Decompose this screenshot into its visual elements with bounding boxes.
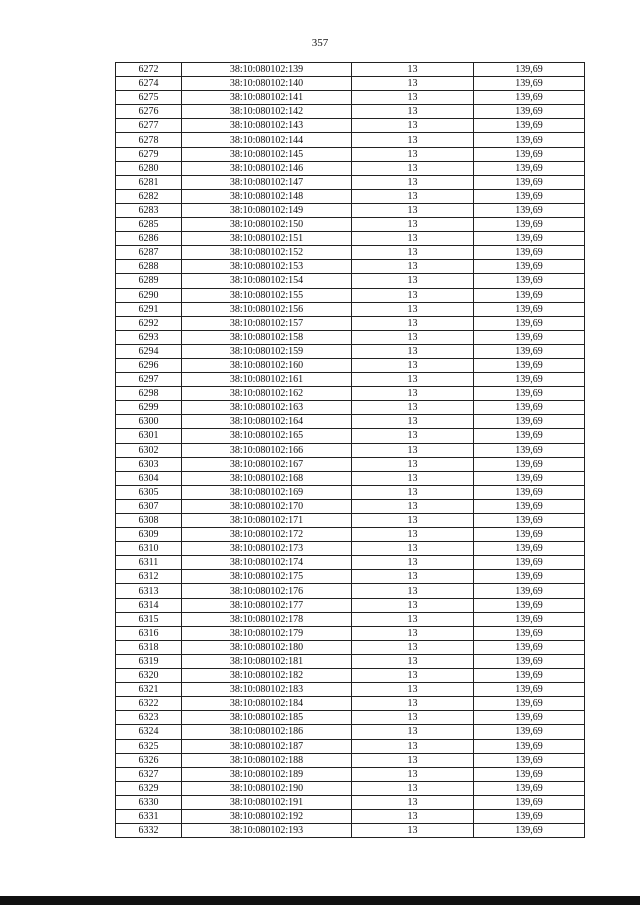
row-number-cell: 6291 (116, 302, 182, 316)
row-number-cell: 6323 (116, 711, 182, 725)
table-row (116, 824, 585, 838)
quantity-cell: 13 (352, 401, 474, 415)
table-row (116, 626, 585, 640)
quantity-cell: 13 (352, 218, 474, 232)
value-cell: 139,69 (474, 809, 585, 823)
cadastral-number-cell: 38:10:080102:167 (182, 457, 352, 471)
row-number-cell: 6282 (116, 189, 182, 203)
quantity-cell: 13 (352, 330, 474, 344)
cadastral-number-cell: 38:10:080102:175 (182, 570, 352, 584)
table-row (116, 598, 585, 612)
quantity-cell: 13 (352, 556, 474, 570)
row-number-cell: 6311 (116, 556, 182, 570)
value-cell: 139,69 (474, 387, 585, 401)
quantity-cell: 13 (352, 795, 474, 809)
cadastral-number-cell: 38:10:080102:153 (182, 260, 352, 274)
quantity-cell: 13 (352, 358, 474, 372)
table-row (116, 753, 585, 767)
row-number-cell: 6290 (116, 288, 182, 302)
table-row (116, 556, 585, 570)
quantity-cell: 13 (352, 781, 474, 795)
quantity-cell: 13 (352, 570, 474, 584)
cadastral-number-cell: 38:10:080102:162 (182, 387, 352, 401)
quantity-cell: 13 (352, 767, 474, 781)
table-row (116, 542, 585, 556)
row-number-cell: 6307 (116, 499, 182, 513)
quantity-cell: 13 (352, 373, 474, 387)
table-row (116, 119, 585, 133)
value-cell: 139,69 (474, 739, 585, 753)
table-row (116, 232, 585, 246)
cadastral-number-cell: 38:10:080102:184 (182, 697, 352, 711)
quantity-cell: 13 (352, 809, 474, 823)
value-cell: 139,69 (474, 302, 585, 316)
quantity-cell: 13 (352, 119, 474, 133)
cadastral-number-cell: 38:10:080102:188 (182, 753, 352, 767)
row-number-cell: 6275 (116, 91, 182, 105)
quantity-cell: 13 (352, 302, 474, 316)
cadastral-number-cell: 38:10:080102:170 (182, 499, 352, 513)
value-cell: 139,69 (474, 401, 585, 415)
quantity-cell: 13 (352, 485, 474, 499)
value-cell: 139,69 (474, 683, 585, 697)
value-cell: 139,69 (474, 330, 585, 344)
quantity-cell: 13 (352, 598, 474, 612)
table-row (116, 697, 585, 711)
value-cell: 139,69 (474, 246, 585, 260)
value-cell: 139,69 (474, 358, 585, 372)
table-row (116, 387, 585, 401)
quantity-cell: 13 (352, 161, 474, 175)
quantity-cell: 13 (352, 457, 474, 471)
cadastral-number-cell: 38:10:080102:193 (182, 824, 352, 838)
quantity-cell: 13 (352, 189, 474, 203)
page-number: 357 (311, 37, 329, 49)
row-number-cell: 6298 (116, 387, 182, 401)
table-row (116, 640, 585, 654)
table-row (116, 739, 585, 753)
row-number-cell: 6303 (116, 457, 182, 471)
quantity-cell: 13 (352, 669, 474, 683)
row-number-cell: 6288 (116, 260, 182, 274)
quantity-cell: 13 (352, 443, 474, 457)
table-row (116, 669, 585, 683)
quantity-cell: 13 (352, 528, 474, 542)
cadastral-number-cell: 38:10:080102:145 (182, 147, 352, 161)
row-number-cell: 6278 (116, 133, 182, 147)
quantity-cell: 13 (352, 725, 474, 739)
table-row (116, 570, 585, 584)
cadastral-number-cell: 38:10:080102:140 (182, 77, 352, 91)
quantity-cell: 13 (352, 274, 474, 288)
value-cell: 139,69 (474, 105, 585, 119)
cadastral-number-cell: 38:10:080102:178 (182, 612, 352, 626)
quantity-cell: 13 (352, 640, 474, 654)
quantity-cell: 13 (352, 612, 474, 626)
quantity-cell: 13 (352, 697, 474, 711)
quantity-cell: 13 (352, 584, 474, 598)
value-cell: 139,69 (474, 584, 585, 598)
row-number-cell: 6312 (116, 570, 182, 584)
table-row (116, 373, 585, 387)
row-number-cell: 6286 (116, 232, 182, 246)
row-number-cell: 6283 (116, 203, 182, 217)
table-row (116, 612, 585, 626)
row-number-cell: 6305 (116, 485, 182, 499)
row-number-cell: 6294 (116, 344, 182, 358)
cadastral-number-cell: 38:10:080102:164 (182, 415, 352, 429)
table-row (116, 457, 585, 471)
row-number-cell: 6276 (116, 105, 182, 119)
row-number-cell: 6331 (116, 809, 182, 823)
quantity-cell: 13 (352, 105, 474, 119)
cadastral-number-cell: 38:10:080102:181 (182, 654, 352, 668)
quantity-cell: 13 (352, 91, 474, 105)
table-row (116, 105, 585, 119)
row-number-cell: 6325 (116, 739, 182, 753)
table-row (116, 218, 585, 232)
table-row (116, 288, 585, 302)
table-row (116, 471, 585, 485)
table-row (116, 683, 585, 697)
table-row (116, 711, 585, 725)
cadastral-number-cell: 38:10:080102:154 (182, 274, 352, 288)
value-cell: 139,69 (474, 556, 585, 570)
cadastral-number-cell: 38:10:080102:173 (182, 542, 352, 556)
table-row (116, 161, 585, 175)
cadastral-number-cell: 38:10:080102:159 (182, 344, 352, 358)
cadastral-number-cell: 38:10:080102:176 (182, 584, 352, 598)
cadastral-number-cell: 38:10:080102:142 (182, 105, 352, 119)
quantity-cell: 13 (352, 260, 474, 274)
row-number-cell: 6285 (116, 218, 182, 232)
table-row (116, 147, 585, 161)
quantity-cell: 13 (352, 626, 474, 640)
value-cell: 139,69 (474, 824, 585, 838)
row-number-cell: 6289 (116, 274, 182, 288)
table-row (116, 514, 585, 528)
cadastral-number-cell: 38:10:080102:190 (182, 781, 352, 795)
value-cell: 139,69 (474, 373, 585, 387)
table-row (116, 781, 585, 795)
cadastral-number-cell: 38:10:080102:172 (182, 528, 352, 542)
row-number-cell: 6310 (116, 542, 182, 556)
quantity-cell: 13 (352, 175, 474, 189)
cadastral-number-cell: 38:10:080102:139 (182, 63, 352, 77)
row-number-cell: 6309 (116, 528, 182, 542)
cadastral-number-cell: 38:10:080102:148 (182, 189, 352, 203)
value-cell: 139,69 (474, 612, 585, 626)
row-number-cell: 6274 (116, 77, 182, 91)
value-cell: 139,69 (474, 725, 585, 739)
row-number-cell: 6308 (116, 514, 182, 528)
value-cell: 139,69 (474, 133, 585, 147)
value-cell: 139,69 (474, 781, 585, 795)
table-row (116, 358, 585, 372)
quantity-cell: 13 (352, 147, 474, 161)
cadastral-number-cell: 38:10:080102:156 (182, 302, 352, 316)
quantity-cell: 13 (352, 711, 474, 725)
quantity-cell: 13 (352, 203, 474, 217)
value-cell: 139,69 (474, 598, 585, 612)
value-cell: 139,69 (474, 147, 585, 161)
value-cell: 139,69 (474, 175, 585, 189)
row-number-cell: 6313 (116, 584, 182, 598)
quantity-cell: 13 (352, 77, 474, 91)
value-cell: 139,69 (474, 528, 585, 542)
table-row (116, 767, 585, 781)
row-number-cell: 6277 (116, 119, 182, 133)
parcel-table (115, 62, 585, 838)
table-row (116, 260, 585, 274)
value-cell: 139,69 (474, 471, 585, 485)
value-cell: 139,69 (474, 542, 585, 556)
row-number-cell: 6321 (116, 683, 182, 697)
quantity-cell: 13 (352, 429, 474, 443)
value-cell: 139,69 (474, 260, 585, 274)
cadastral-number-cell: 38:10:080102:155 (182, 288, 352, 302)
quantity-cell: 13 (352, 246, 474, 260)
cadastral-number-cell: 38:10:080102:161 (182, 373, 352, 387)
value-cell: 139,69 (474, 499, 585, 513)
cadastral-number-cell: 38:10:080102:152 (182, 246, 352, 260)
table-row (116, 443, 585, 457)
value-cell: 139,69 (474, 753, 585, 767)
table-row (116, 795, 585, 809)
cadastral-number-cell: 38:10:080102:143 (182, 119, 352, 133)
value-cell: 139,69 (474, 77, 585, 91)
row-number-cell: 6322 (116, 697, 182, 711)
cadastral-number-cell: 38:10:080102:171 (182, 514, 352, 528)
row-number-cell: 6300 (116, 415, 182, 429)
row-number-cell: 6324 (116, 725, 182, 739)
value-cell: 139,69 (474, 316, 585, 330)
row-number-cell: 6318 (116, 640, 182, 654)
table-row (116, 63, 585, 77)
cadastral-number-cell: 38:10:080102:165 (182, 429, 352, 443)
cadastral-number-cell: 38:10:080102:147 (182, 175, 352, 189)
quantity-cell: 13 (352, 683, 474, 697)
cadastral-number-cell: 38:10:080102:160 (182, 358, 352, 372)
table-row (116, 203, 585, 217)
row-number-cell: 6315 (116, 612, 182, 626)
value-cell: 139,69 (474, 415, 585, 429)
cadastral-number-cell: 38:10:080102:146 (182, 161, 352, 175)
quantity-cell: 13 (352, 415, 474, 429)
cadastral-number-cell: 38:10:080102:141 (182, 91, 352, 105)
cadastral-number-cell: 38:10:080102:189 (182, 767, 352, 781)
table-row (116, 344, 585, 358)
row-number-cell: 6330 (116, 795, 182, 809)
quantity-cell: 13 (352, 63, 474, 77)
quantity-cell: 13 (352, 499, 474, 513)
value-cell: 139,69 (474, 669, 585, 683)
row-number-cell: 6327 (116, 767, 182, 781)
cadastral-number-cell: 38:10:080102:174 (182, 556, 352, 570)
table-row (116, 499, 585, 513)
table-row (116, 654, 585, 668)
cadastral-number-cell: 38:10:080102:182 (182, 669, 352, 683)
row-number-cell: 6281 (116, 175, 182, 189)
quantity-cell: 13 (352, 514, 474, 528)
value-cell: 139,69 (474, 697, 585, 711)
quantity-cell: 13 (352, 344, 474, 358)
table-row (116, 415, 585, 429)
value-cell: 139,69 (474, 161, 585, 175)
row-number-cell: 6301 (116, 429, 182, 443)
table-row (116, 274, 585, 288)
cadastral-number-cell: 38:10:080102:179 (182, 626, 352, 640)
table-row (116, 91, 585, 105)
cadastral-number-cell: 38:10:080102:183 (182, 683, 352, 697)
value-cell: 139,69 (474, 514, 585, 528)
quantity-cell: 13 (352, 654, 474, 668)
row-number-cell: 6279 (116, 147, 182, 161)
table-row (116, 725, 585, 739)
table-row (116, 175, 585, 189)
row-number-cell: 6332 (116, 824, 182, 838)
cadastral-number-cell: 38:10:080102:168 (182, 471, 352, 485)
value-cell: 139,69 (474, 189, 585, 203)
row-number-cell: 6302 (116, 443, 182, 457)
row-number-cell: 6304 (116, 471, 182, 485)
cadastral-number-cell: 38:10:080102:187 (182, 739, 352, 753)
value-cell: 139,69 (474, 767, 585, 781)
quantity-cell: 13 (352, 133, 474, 147)
value-cell: 139,69 (474, 232, 585, 246)
value-cell: 139,69 (474, 288, 585, 302)
table-row (116, 246, 585, 260)
quantity-cell: 13 (352, 739, 474, 753)
row-number-cell: 6299 (116, 401, 182, 415)
cadastral-number-cell: 38:10:080102:186 (182, 725, 352, 739)
value-cell: 139,69 (474, 63, 585, 77)
table-row (116, 77, 585, 91)
row-number-cell: 6292 (116, 316, 182, 330)
cadastral-number-cell: 38:10:080102:169 (182, 485, 352, 499)
parcel-table-body (116, 63, 585, 838)
quantity-cell: 13 (352, 288, 474, 302)
cadastral-number-cell: 38:10:080102:185 (182, 711, 352, 725)
quantity-cell: 13 (352, 232, 474, 246)
value-cell: 139,69 (474, 119, 585, 133)
table-row (116, 429, 585, 443)
value-cell: 139,69 (474, 274, 585, 288)
cadastral-number-cell: 38:10:080102:157 (182, 316, 352, 330)
row-number-cell: 6314 (116, 598, 182, 612)
row-number-cell: 6320 (116, 669, 182, 683)
row-number-cell: 6293 (116, 330, 182, 344)
value-cell: 139,69 (474, 457, 585, 471)
value-cell: 139,69 (474, 640, 585, 654)
quantity-cell: 13 (352, 542, 474, 556)
value-cell: 139,69 (474, 344, 585, 358)
cadastral-number-cell: 38:10:080102:144 (182, 133, 352, 147)
value-cell: 139,69 (474, 429, 585, 443)
row-number-cell: 6319 (116, 654, 182, 668)
cadastral-number-cell: 38:10:080102:163 (182, 401, 352, 415)
value-cell: 139,69 (474, 654, 585, 668)
row-number-cell: 6297 (116, 373, 182, 387)
value-cell: 139,69 (474, 443, 585, 457)
row-number-cell: 6287 (116, 246, 182, 260)
cadastral-number-cell: 38:10:080102:166 (182, 443, 352, 457)
table-row (116, 584, 585, 598)
value-cell: 139,69 (474, 203, 585, 217)
scan-edge-bar (0, 896, 640, 905)
cadastral-number-cell: 38:10:080102:177 (182, 598, 352, 612)
value-cell: 139,69 (474, 795, 585, 809)
table-row (116, 330, 585, 344)
row-number-cell: 6280 (116, 161, 182, 175)
table-row (116, 809, 585, 823)
table-row (116, 485, 585, 499)
quantity-cell: 13 (352, 753, 474, 767)
row-number-cell: 6272 (116, 63, 182, 77)
table-row (116, 528, 585, 542)
cadastral-number-cell: 38:10:080102:191 (182, 795, 352, 809)
table-row (116, 133, 585, 147)
quantity-cell: 13 (352, 316, 474, 330)
row-number-cell: 6316 (116, 626, 182, 640)
value-cell: 139,69 (474, 570, 585, 584)
cadastral-number-cell: 38:10:080102:192 (182, 809, 352, 823)
cadastral-number-cell: 38:10:080102:158 (182, 330, 352, 344)
cadastral-number-cell: 38:10:080102:180 (182, 640, 352, 654)
table-row (116, 302, 585, 316)
table-row (116, 401, 585, 415)
quantity-cell: 13 (352, 471, 474, 485)
row-number-cell: 6296 (116, 358, 182, 372)
value-cell: 139,69 (474, 218, 585, 232)
value-cell: 139,69 (474, 91, 585, 105)
value-cell: 139,69 (474, 626, 585, 640)
row-number-cell: 6326 (116, 753, 182, 767)
table-row (116, 316, 585, 330)
row-number-cell: 6329 (116, 781, 182, 795)
value-cell: 139,69 (474, 485, 585, 499)
table-row (116, 189, 585, 203)
cadastral-number-cell: 38:10:080102:149 (182, 203, 352, 217)
value-cell: 139,69 (474, 711, 585, 725)
cadastral-number-cell: 38:10:080102:151 (182, 232, 352, 246)
cadastral-number-cell: 38:10:080102:150 (182, 218, 352, 232)
quantity-cell: 13 (352, 387, 474, 401)
quantity-cell: 13 (352, 824, 474, 838)
